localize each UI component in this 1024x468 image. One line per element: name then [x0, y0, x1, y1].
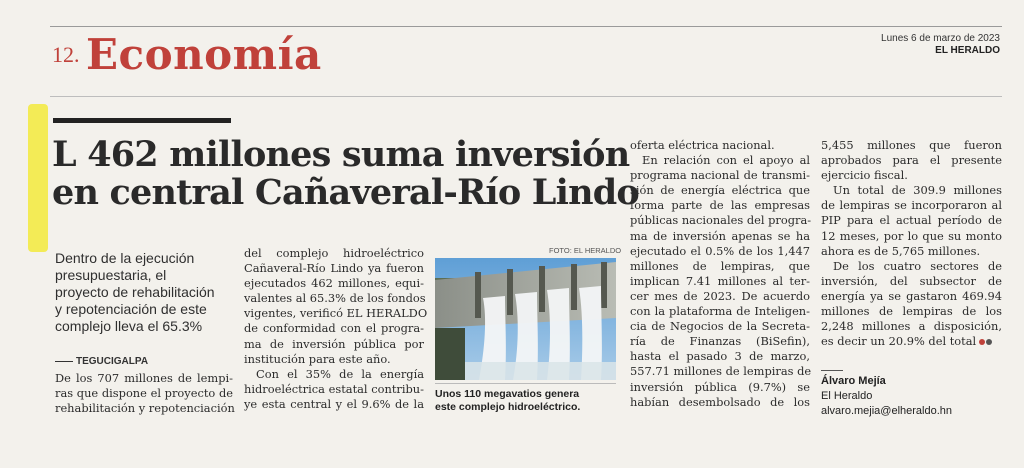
caption-line: Unos 110 megavatios genera [435, 388, 580, 400]
publication-date: Lunes 6 de marzo de 2023 [881, 33, 1000, 44]
body-line: Cañaveral-Río Lindo ya fueron [244, 261, 424, 276]
body-line: millones de lempiras, que [630, 258, 810, 273]
body-line: cia de Negocios de la Secreta- [630, 319, 810, 334]
page-number: 12. [52, 42, 80, 67]
end-mark-icon [986, 339, 992, 345]
body-line: Un total de 309.9 millones [833, 183, 1002, 198]
body-line: sión de energía eléctrica que [630, 183, 810, 198]
dateline-text: TEGUCIGALPA [76, 356, 149, 367]
deck [55, 250, 235, 335]
body-line: implican 7.41 millones al ter- [630, 273, 810, 288]
dam-illustration [435, 258, 616, 380]
author-name: Álvaro Mejía [821, 375, 886, 387]
body-line: millones de lempiras de los [821, 304, 1002, 319]
newspaper-name: EL HERALDO [935, 45, 1000, 56]
body-line: 12 meses, por lo que su monto [821, 228, 1002, 243]
body-line: de conformidad con el progra- [244, 321, 424, 336]
body-line: es decir un 20.9% del total [821, 334, 977, 349]
body-line: públicas nacionales del progra- [630, 213, 812, 228]
body-line-final [821, 334, 1002, 349]
highlighter-mark [28, 104, 48, 252]
headline [52, 134, 639, 213]
caption-line: este complejo hidroeléctrico. [435, 401, 581, 413]
deck-line: Dentro de la ejecución [55, 250, 195, 266]
body-line: hasta el pasado 3 de marzo, [630, 349, 810, 364]
body-line: del complejo hidroeléctrico [244, 246, 424, 260]
body-line: energía ya se gastaron 469.94 [821, 288, 1002, 303]
body-column-4 [821, 138, 1002, 349]
body-line: de lempiras se incorporaron al [821, 198, 1002, 213]
body-line: ahora es de 5,765 millones. [821, 243, 981, 258]
deck-line: proyecto de rehabilitación [55, 284, 215, 300]
body-line: ma de inversión pública por [244, 336, 424, 351]
headline-line: en central Cañaveral-Río Lindo [52, 172, 639, 213]
body-line: ras que dispone el proyecto de [55, 386, 233, 401]
headline-line: L 462 millones suma inversión [52, 134, 630, 175]
body-line: De los cuatro sectores de [833, 258, 1002, 273]
headline-bar [53, 118, 231, 123]
body-line: Con el 35% de la energía [256, 366, 424, 381]
body-line: 5,455 millones que fueron [821, 138, 1002, 152]
body-line: ejecutado el 0.5% de los 1,447 [630, 243, 810, 258]
section-title: Economía [86, 30, 322, 79]
photo-caption [435, 388, 620, 414]
body-column-1 [55, 371, 233, 416]
body-line: ejercicio fiscal. [821, 168, 908, 183]
body-line: ría de Finanzas (BiSefin), [630, 334, 810, 349]
dateline [55, 356, 148, 367]
body-line: programa nacional de transmi- [630, 168, 810, 183]
deck-line: y repotenciación de este [55, 301, 207, 317]
body-line: 2,248 millones a disposición, [821, 319, 1002, 334]
body-line: rehabilitación y repotenciación [55, 401, 235, 416]
body-line: aprobados para el presente [821, 153, 1002, 168]
body-line: habían desembolsado de los [630, 394, 810, 409]
body-line: inversión, del subsector de [821, 273, 1002, 288]
body-line: forma parte de las empresas [630, 198, 810, 213]
body-line: oferta eléctrica nacional. [630, 138, 775, 152]
author-rule [821, 370, 843, 371]
body-line: institución para este año. [244, 351, 391, 366]
body-column-3 [630, 138, 810, 410]
dam-photo [435, 258, 616, 380]
body-line: cer mes de 2023. De acuerdo [630, 288, 810, 303]
body-column-2 [244, 246, 428, 412]
author-email[interactable]: alvaro.mejia@elheraldo.hn [821, 405, 953, 417]
body-line: ma de inversión apenas se ha [630, 228, 810, 243]
deck-line: presupuestaria, el [55, 267, 167, 283]
photo-credit: FOTO: EL HERALDO [549, 246, 622, 255]
end-mark-icon [979, 339, 985, 345]
body-line: ye esta central y el 9.6% de la [244, 396, 424, 411]
deck-line: complejo lleva el 65.3% [55, 318, 203, 334]
caption-rule [435, 383, 616, 384]
body-line: valentes al 65.3% de los fondos [244, 291, 426, 306]
author-outlet: El Heraldo [821, 390, 873, 402]
body-line: PIP para el actual período de [821, 213, 1002, 228]
author-block [821, 374, 952, 419]
body-line: 557.71 millones de lempiras de [630, 364, 812, 379]
top-rule [50, 26, 1002, 27]
body-line: ejecutados 462 millones, equi- [244, 276, 424, 291]
body-line: De los 707 millones de lempi- [55, 371, 233, 385]
body-line: inversión pública (9.7%) se [630, 379, 810, 394]
body-line: En relación con el apoyo al [642, 153, 810, 168]
header-divider [50, 96, 1002, 97]
body-line: con la plataforma de Inteligen- [630, 304, 810, 319]
body-line: hidroeléctrica estatal contribu- [244, 381, 424, 396]
body-line: vigentes, verificó EL HERALDO [244, 306, 428, 321]
